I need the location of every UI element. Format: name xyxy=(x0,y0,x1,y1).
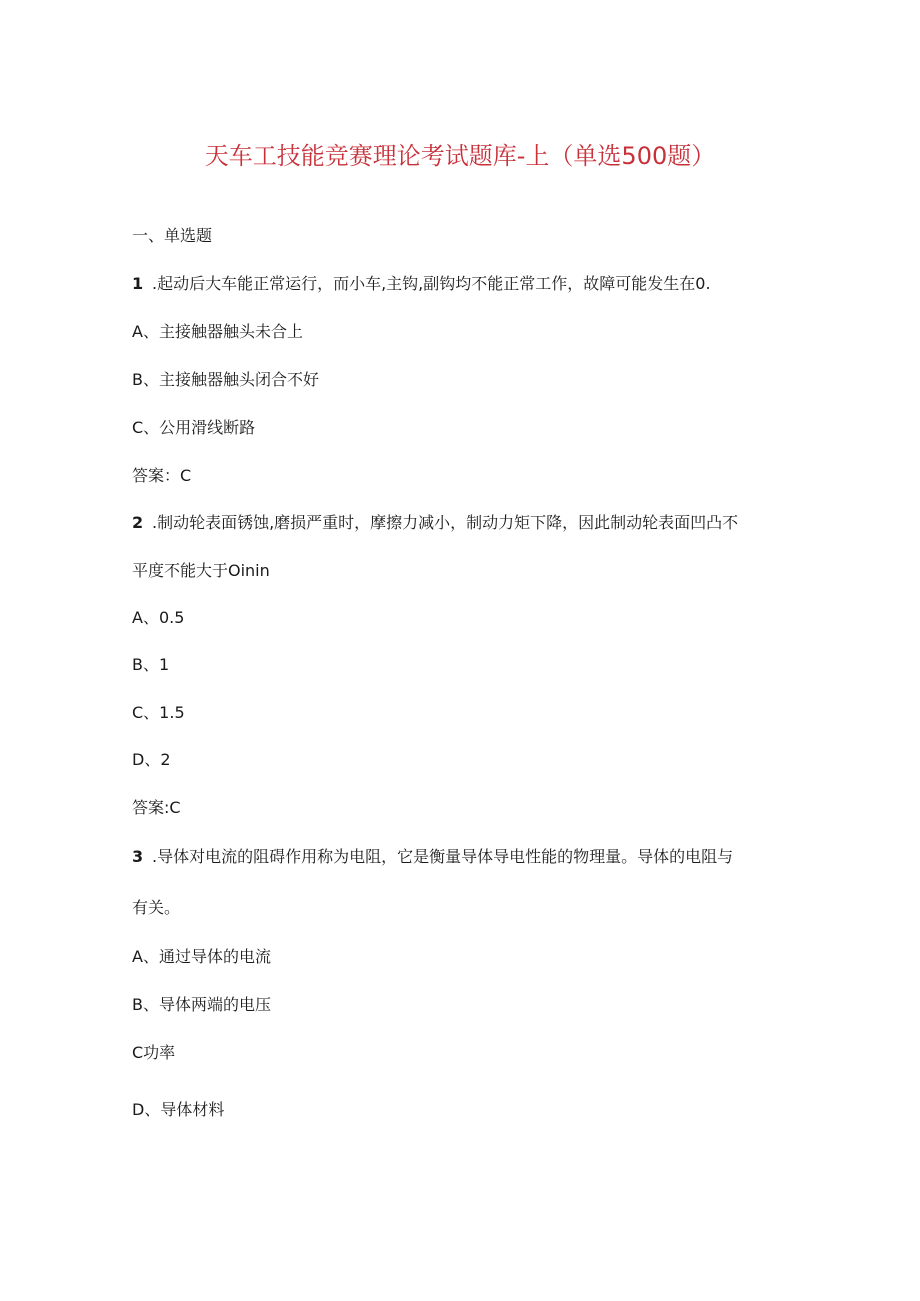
question-text: .导体对电流的阻碍作用称为电阻，它是衡量导体导电性能的物理量。导体的电阻与 xyxy=(152,847,734,866)
question-3-stem xyxy=(132,846,733,868)
question-number: 1 xyxy=(132,274,144,293)
option-a: A、主接触器触头未合上 xyxy=(132,322,303,341)
question-number: 2 xyxy=(132,513,144,532)
answer: 答案:C xyxy=(132,798,181,817)
section-heading: 一、单选题 xyxy=(132,226,213,245)
option-c: C功率 xyxy=(132,1043,176,1062)
option-b: B、导体两端的电压 xyxy=(132,995,271,1014)
question-text-continued: 平度不能大于Oinin xyxy=(132,561,270,580)
option-b: B、主接触器触头闭合不好 xyxy=(132,370,319,389)
question-text: .制动轮表面锈蚀,磨损严重时，摩擦力减小，制动力矩下降，因此制动轮表面凹凸不 xyxy=(152,513,739,532)
question-text: .起动后大车能正常运行，而小车,主钩,副钩均不能正常工作，故障可能发生在0. xyxy=(152,274,711,293)
question-text-continued: 有关。 xyxy=(132,898,181,917)
option-a: A、通过导体的电流 xyxy=(132,947,271,966)
option-c: C、1.5 xyxy=(132,703,185,722)
answer: 答案：C xyxy=(132,466,192,485)
option-a: A、0.5 xyxy=(132,608,185,627)
option-d: D、导体材料 xyxy=(132,1100,225,1119)
option-b: B、1 xyxy=(132,655,170,674)
question-number: 3 xyxy=(132,847,144,866)
option-d: D、2 xyxy=(132,750,171,769)
option-c: C、公用滑线断路 xyxy=(132,418,256,437)
document-title: 天车工技能竞赛理论考试题库-上（单选500题） xyxy=(204,142,716,170)
question-2-stem xyxy=(132,512,738,534)
question-1-stem xyxy=(132,273,711,295)
